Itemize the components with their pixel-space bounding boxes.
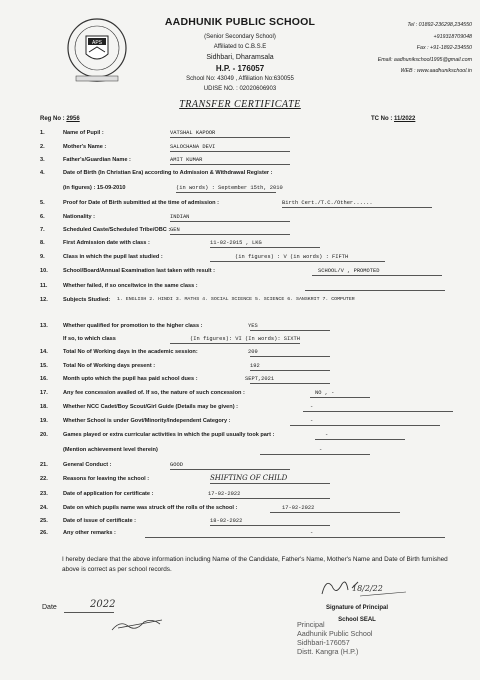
seal-label: School SEAL xyxy=(338,617,376,623)
field-label: First Admission date with class : xyxy=(63,240,150,246)
field-label: Month upto which the pupil has paid school dues : xyxy=(63,376,198,382)
field-number: 3. xyxy=(40,157,45,163)
field-label: Whether School is under Govt/Minority/Independent Category : xyxy=(63,418,231,424)
tc-number xyxy=(371,116,415,122)
field-value: 1. ENGLISH 2. HINDI 3. MATHS 4. SOCIAL SCIENCE 5. SCIENCE 6. SANSKRIT 7. COMPUTER xyxy=(117,297,355,302)
school-name: AADHUNIK PUBLIC SCHOOL xyxy=(164,16,316,28)
field-number: 18. xyxy=(40,404,48,410)
field-number: 21. xyxy=(40,462,48,468)
field-number: 13. xyxy=(40,323,48,329)
certificate-title: TRANSFER CERTIFICATE xyxy=(179,99,301,110)
field-value: NO , - xyxy=(315,390,335,396)
field-value: 209 xyxy=(248,349,258,355)
field-number: 10. xyxy=(40,268,48,274)
field-value: SCHOOL/V , PROMOTED xyxy=(318,268,380,274)
stamp-line-3: Sidhbari-176057 xyxy=(297,638,350,647)
field-value: 11-02-2015 , LKG xyxy=(210,240,262,246)
udise-number: UDISE NO. : 02020606903 xyxy=(203,86,277,92)
field-label: (in figures) : 15-09-2010 xyxy=(63,185,126,191)
field-value: (in words) : September 15th, 2010 xyxy=(176,185,283,191)
field-value: SHIFTING OF CHILD xyxy=(210,474,288,482)
field-value: GEN xyxy=(170,227,180,233)
field-number: 5. xyxy=(40,200,45,206)
field-value: 17-02-2022 xyxy=(208,491,241,497)
field-underline xyxy=(170,221,290,222)
school-number: School No: 43049 , Affiliation No:630055 xyxy=(186,76,294,82)
field-number: 26. xyxy=(40,530,48,536)
field-number: 15. xyxy=(40,363,48,369)
reg-value: 2956 xyxy=(66,116,80,122)
field-label: Reasons for leaving the school : xyxy=(63,476,150,482)
reg-label: Reg No : xyxy=(40,116,67,122)
field-number: 19. xyxy=(40,418,48,424)
field-label: Proof for Date of Birth submitted at the time of admission : xyxy=(63,200,220,206)
field-value: Birth Cert./T.C./Other...... xyxy=(282,200,373,206)
field-underline xyxy=(282,207,432,208)
field-label: Whether qualified for promotion to the higher class : xyxy=(63,323,203,329)
field-label: Whether failed, if so once/twice in the same class : xyxy=(63,283,198,289)
field-label: (Mention achievement level therein) xyxy=(63,447,158,453)
stamp-line-4: Distt. Kangra (H.P.) xyxy=(297,647,359,656)
tc-label: TC No : xyxy=(371,116,394,122)
date-handwritten: 2022 xyxy=(90,599,116,610)
field-underline xyxy=(260,454,370,455)
field-number: 22. xyxy=(40,476,48,482)
field-number: 24. xyxy=(40,505,48,511)
field-label: Any other remarks : xyxy=(63,530,116,536)
field-underline xyxy=(176,192,276,193)
field-label: Mother's Name : xyxy=(63,144,107,150)
field-label: Games played or extra curricular activities in which the pupil usually took part : xyxy=(63,432,275,438)
field-underline xyxy=(210,498,330,499)
field-value: GOOD xyxy=(170,462,183,468)
field-value: AMIT KUMAR xyxy=(170,157,203,163)
field-label: Scheduled Caste/Scheduled Tribe/OBC : xyxy=(63,227,171,233)
logo-text: APS xyxy=(91,40,103,46)
field-underline xyxy=(210,261,385,262)
field-value: - xyxy=(325,432,329,438)
field-underline xyxy=(312,275,442,276)
field-label: Date of issue of certificate : xyxy=(63,518,137,524)
field-value: SALOCHANA DEVI xyxy=(170,144,216,150)
field-label: Subjects Studied: xyxy=(63,297,111,303)
field-underline xyxy=(270,512,400,513)
field-underline xyxy=(305,290,445,291)
field-number: 6. xyxy=(40,214,45,220)
field-underline xyxy=(303,411,453,412)
school-pin: H.P. - 176057 xyxy=(215,64,265,73)
field-number: 9. xyxy=(40,254,45,260)
field-underline xyxy=(170,164,290,165)
field-underline xyxy=(145,537,445,538)
declaration: I hereby declare that the above information including Name of the Candidate, Father's Name, Mother's Name and Date of Birth furnished above is correct as per school records. xyxy=(62,556,448,573)
field-number: 8. xyxy=(40,240,45,246)
field-underline xyxy=(170,469,290,470)
field-underline xyxy=(250,356,330,357)
contact-mobile: +919318709048 xyxy=(433,33,472,40)
tc-value: 11/2022 xyxy=(394,116,416,122)
field-underline xyxy=(170,137,290,138)
field-value: VATSHAL KAPOOR xyxy=(170,130,216,136)
field-number: 11. xyxy=(40,283,48,289)
school-type: (Senior Secondary School) xyxy=(204,34,276,40)
date-field xyxy=(42,599,116,611)
field-value: INDIAN xyxy=(170,214,190,220)
field-value: 17-02-2022 xyxy=(282,505,315,511)
field-number: 25. xyxy=(40,518,48,524)
field-underline xyxy=(210,483,330,484)
field-value: 18-02-2022 xyxy=(210,518,243,524)
field-label: Father's/Guardian Name : xyxy=(63,157,131,163)
field-underline xyxy=(250,330,330,331)
signature-date-handwritten: 18/2/22 xyxy=(352,584,383,593)
contact-tel: Tel : 01892-236298,234550 xyxy=(407,22,472,28)
field-label: Whether NCC Cadet/Boy Scout/Girl Guide (Details may be given) : xyxy=(63,404,238,410)
field-number: 7. xyxy=(40,227,45,233)
field-label: If so, to which class xyxy=(63,336,116,342)
field-number: 2. xyxy=(40,144,45,150)
field-value: 192 xyxy=(250,363,260,369)
field-underline xyxy=(290,425,440,426)
school-header xyxy=(150,16,330,94)
field-label: Nationality : xyxy=(63,214,96,220)
reg-number xyxy=(40,116,80,122)
field-underline xyxy=(210,525,330,526)
field-value: - xyxy=(310,404,314,410)
field-label: Total No of Working days present : xyxy=(63,363,156,369)
field-underline xyxy=(170,234,290,235)
field-number: 23. xyxy=(40,491,48,497)
field-value: (In figures): VI (In words): SIXTH xyxy=(190,336,300,342)
field-number: 20. xyxy=(40,432,48,438)
field-number: 17. xyxy=(40,390,48,396)
stamp-line-1: Principal xyxy=(297,620,325,629)
signature-label: Signature of Principal xyxy=(325,605,388,611)
contact-fax: Fax : +91-1892-234550 xyxy=(416,45,472,51)
field-underline xyxy=(250,383,330,384)
field-underline xyxy=(170,151,290,152)
contact-web: WEB : www.aadhunikschool.in xyxy=(400,68,472,74)
field-value: SEPT,2021 xyxy=(245,376,275,382)
field-value: (in figures) : V (in words) : FIFTH xyxy=(235,254,349,260)
principal-stamp xyxy=(297,620,373,656)
date-label: Date xyxy=(42,604,57,611)
field-underline xyxy=(210,247,320,248)
field-underline xyxy=(250,370,330,371)
field-value: - xyxy=(310,418,314,424)
school-affiliation: Affiliated to C.B.S.E xyxy=(213,44,267,50)
signature-scribble xyxy=(110,612,170,634)
field-number: 14. xyxy=(40,349,48,355)
school-address: Sidhbari, Dharamsala xyxy=(206,54,274,61)
field-label: Date of application for certificate : xyxy=(63,491,154,497)
field-number: 12. xyxy=(40,297,48,303)
field-number: 4. xyxy=(40,170,45,176)
field-underline xyxy=(170,343,300,344)
stamp-line-2: Aadhunik Public School xyxy=(297,629,373,638)
field-label: School/Board/Annual Examination last taken with result : xyxy=(63,268,215,274)
field-value: YES xyxy=(248,323,258,329)
school-logo xyxy=(66,14,128,86)
field-label: Date of Birth (In Christian Era) according to Admission & Withdrawal Register : xyxy=(63,170,273,176)
field-value: - xyxy=(319,447,323,453)
field-label: Name of Pupil : xyxy=(63,130,104,136)
field-value: - xyxy=(310,530,314,536)
field-underline xyxy=(310,397,370,398)
field-label: Class in which the pupil last studied : xyxy=(63,254,163,260)
field-label: Any fee concession availed of. If so, the nature of such concession : xyxy=(63,390,245,396)
field-label: General Conduct : xyxy=(63,462,112,468)
contact-block xyxy=(330,20,472,78)
field-underline xyxy=(315,439,405,440)
field-number: 16. xyxy=(40,376,48,382)
field-number: 1. xyxy=(40,130,45,136)
contact-email: Email: aadhunikschool1995@gmail.com xyxy=(377,56,472,63)
field-label: Date on which pupils name was struck off the rolls of the school : xyxy=(63,505,238,511)
field-label: Total No of Working days in the academic session: xyxy=(63,349,198,355)
